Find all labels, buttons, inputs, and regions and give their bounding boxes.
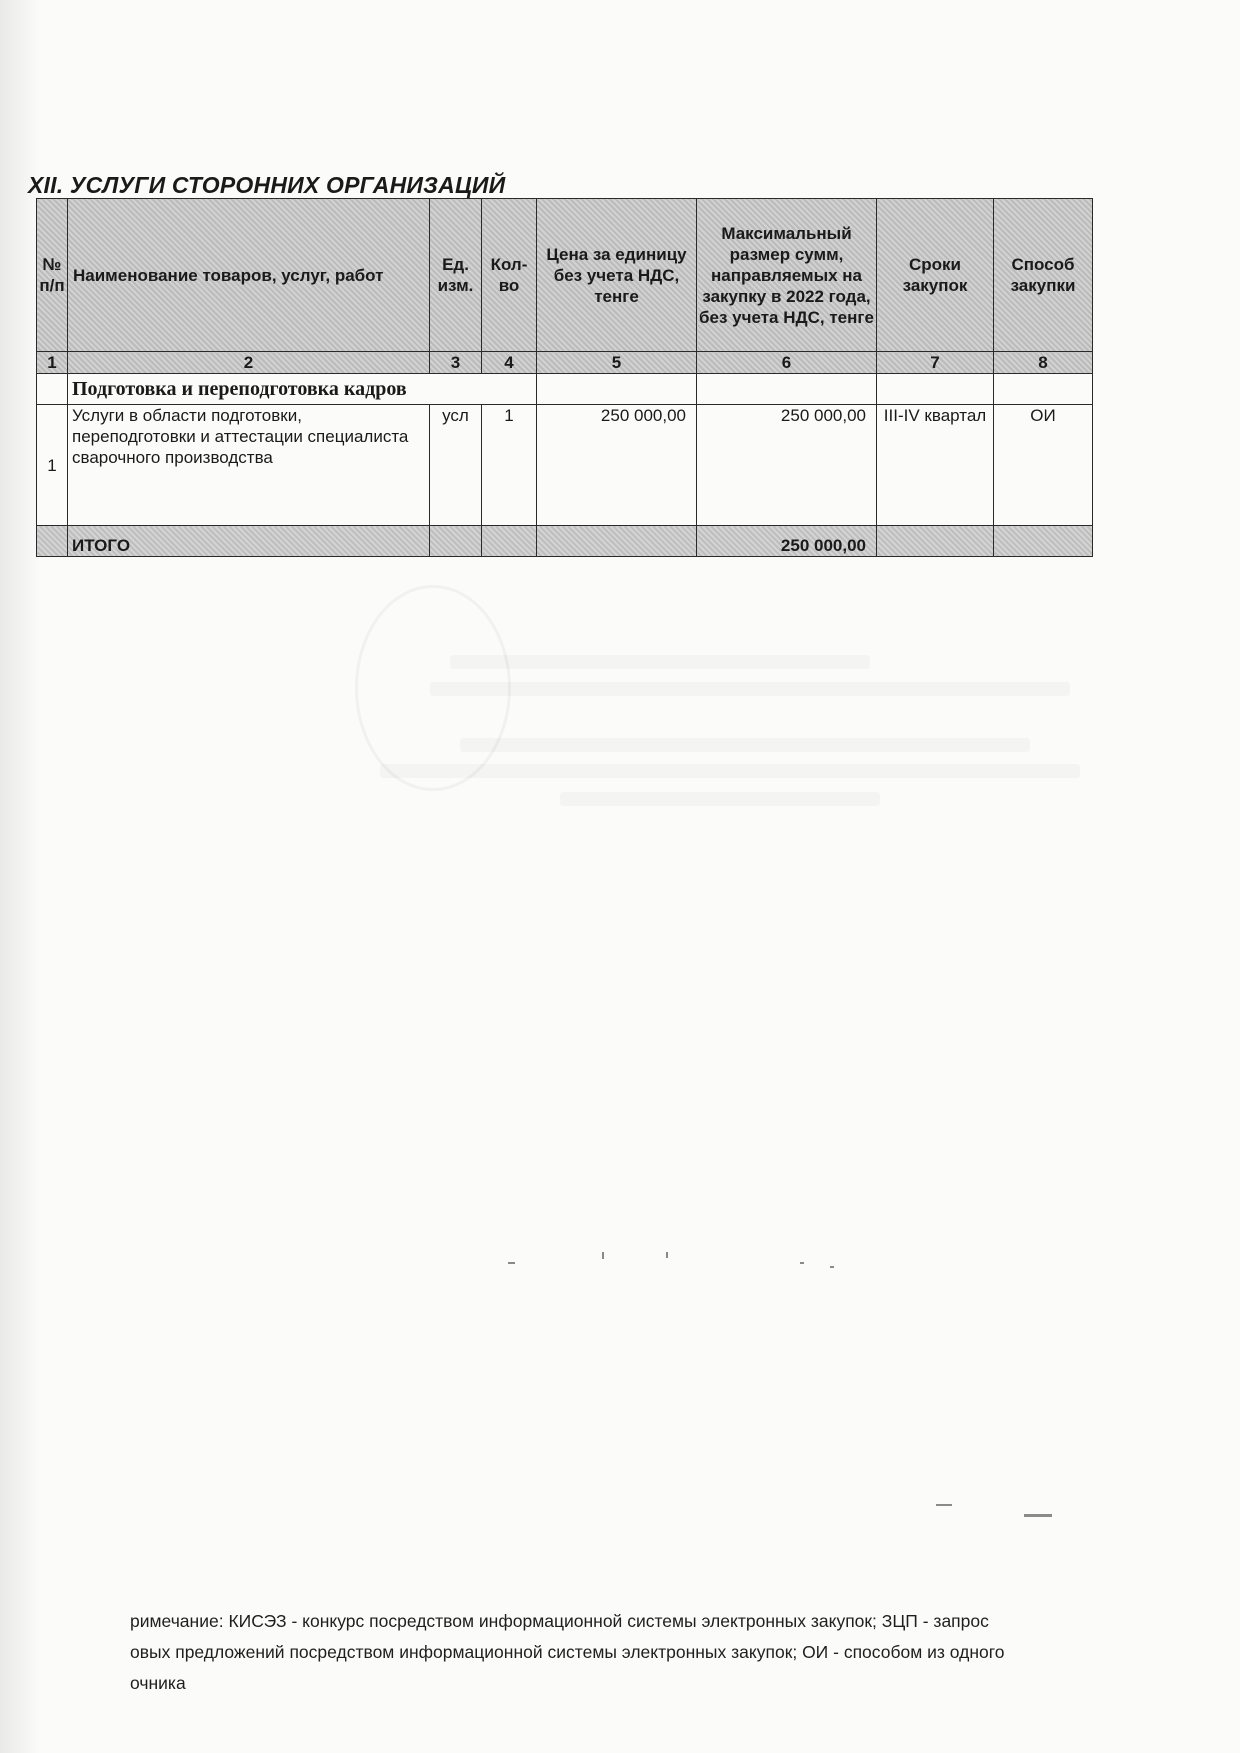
column-number: 4: [482, 352, 537, 374]
bleed-through-mark: [430, 682, 1070, 696]
header-number: № п/п: [37, 199, 68, 352]
scan-speck: [830, 1266, 834, 1268]
column-number: 1: [37, 352, 68, 374]
scan-speck: [1024, 1514, 1052, 1517]
header-term: Сроки закупок: [877, 199, 994, 352]
scan-speck: [936, 1504, 952, 1506]
column-number: 6: [697, 352, 877, 374]
bleed-through-mark: [560, 792, 880, 806]
scan-speck: [666, 1252, 668, 1258]
total-row: [37, 526, 1093, 557]
total-label: ИТОГО: [68, 526, 430, 557]
total-empty-cell: [877, 526, 994, 557]
row-term: III-IV квартал: [877, 405, 994, 526]
column-number: 7: [877, 352, 994, 374]
table-row: [37, 405, 1093, 526]
category-empty-cell: [37, 374, 68, 405]
row-unit: усл: [430, 405, 482, 526]
total-empty-cell: [482, 526, 537, 557]
column-number: 2: [68, 352, 430, 374]
bleed-through-mark: [380, 764, 1080, 778]
footnote-line: овых предложений посредством информационной системы электронных закупок; ОИ - способом из одного: [130, 1642, 1005, 1662]
row-number: 1: [37, 405, 68, 526]
column-number-row: [37, 352, 1093, 374]
row-name: Услуги в области подготовки, переподготовки и аттестации специалиста сварочного производства: [68, 405, 430, 526]
table-header-row: [37, 199, 1093, 352]
header-unit: Ед. изм.: [430, 199, 482, 352]
scan-edge-shadow: [0, 0, 40, 1753]
category-empty-cell: [537, 374, 697, 405]
procurement-table: [36, 198, 1093, 557]
total-max-sum: 250 000,00: [697, 526, 877, 557]
category-empty-cell: [697, 374, 877, 405]
header-method: Способ закупки: [994, 199, 1093, 352]
scan-speck: [508, 1262, 515, 1264]
section-title: XII. УСЛУГИ СТОРОННИХ ОРГАНИЗАЦИЙ: [28, 172, 506, 198]
header-name: Наименование товаров, услуг, работ: [68, 199, 430, 352]
bleed-through-mark: [450, 655, 870, 669]
footnote-line: римечание: КИСЭЗ - конкурс посредством информационной системы электронных закупок; ЗЦП - запрос: [130, 1611, 989, 1631]
header-qty: Кол-во: [482, 199, 537, 352]
row-method: ОИ: [994, 405, 1093, 526]
row-max-sum: 250 000,00: [697, 405, 877, 526]
scan-speck: [602, 1252, 604, 1259]
footnote: [130, 1606, 1130, 1699]
bleed-through-mark: [460, 738, 1030, 752]
total-empty-cell: [994, 526, 1093, 557]
header-price: Цена за единицу без учета НДС, тенге: [537, 199, 697, 352]
total-empty-cell: [37, 526, 68, 557]
column-number: 5: [537, 352, 697, 374]
category-row: [37, 374, 1093, 405]
header-max-sum: Максимальный размер сумм, направляемых на закупку в 2022 года, без учета НДС, тенге: [697, 199, 877, 352]
scan-speck: [800, 1262, 804, 1264]
total-empty-cell: [537, 526, 697, 557]
total-empty-cell: [430, 526, 482, 557]
footnote-line: очника: [130, 1673, 186, 1693]
row-price: 250 000,00: [537, 405, 697, 526]
category-empty-cell: [994, 374, 1093, 405]
column-number: 3: [430, 352, 482, 374]
category-empty-cell: [877, 374, 994, 405]
column-number: 8: [994, 352, 1093, 374]
category-label: Подготовка и переподготовка кадров: [68, 374, 537, 405]
row-qty: 1: [482, 405, 537, 526]
